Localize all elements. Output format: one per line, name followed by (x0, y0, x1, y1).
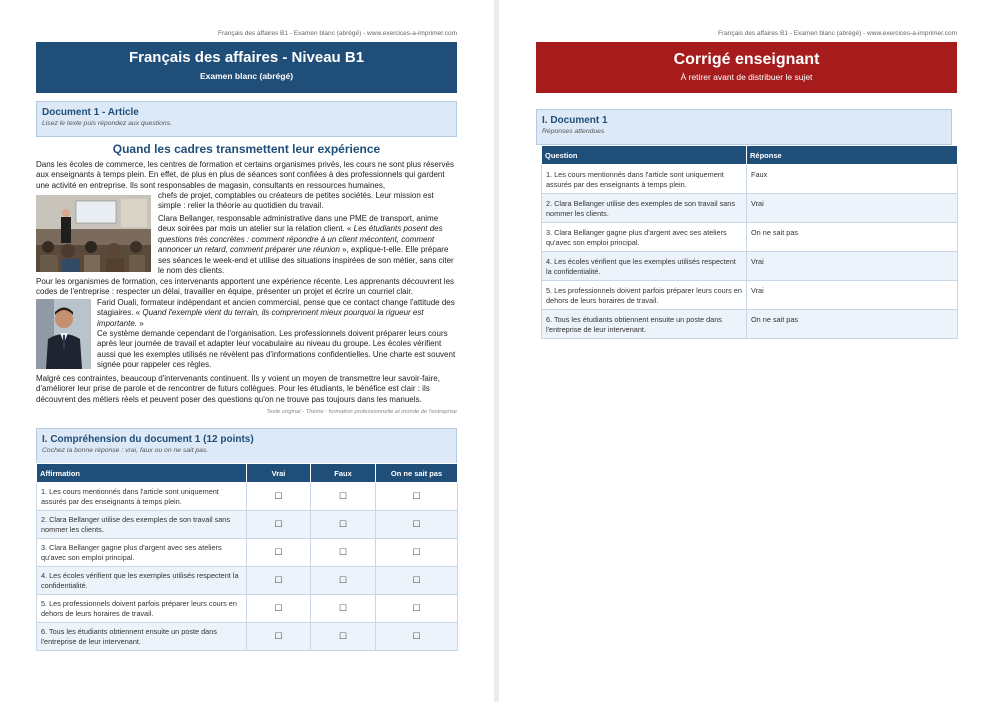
col-header-on-ne-sait-pas: On ne sait pas (376, 464, 458, 483)
table-row (37, 567, 458, 595)
answer-section-heading: I. Document 1 (542, 115, 608, 126)
checkbox-vrai[interactable]: ☐ (247, 483, 311, 511)
article-paragraph-5: Ce système demande cependant de l'organisation. Les professionnels doivent préparer leurs cours après leur journée de travail et adapter leur vocabulaire au niveau du groupe. Les écoles vérifient aussi que les exemples utilisés ne révèlent pas d'informations confidentielles. Une charte est souvent signée pour rappeler ces règles. (97, 329, 456, 370)
question-text: 2. Clara Bellanger utilise des exemples de son travail sans nommer les clients. (542, 194, 747, 223)
question-text: 3. Clara Bellanger gagne plus d'argent avec ses ateliers qu'avec son emploi principal. (542, 223, 747, 252)
affirmation-text: 4. Les écoles vérifient que les exemples utilisés respectent la confidentialité. (37, 567, 247, 595)
article-paragraph-2 (158, 214, 457, 276)
exam-banner (36, 42, 457, 93)
exam-title: Français des affaires - Niveau B1 (128, 49, 365, 66)
article-paragraph-3: Pour les organismes de formation, ces intervenants apportent une expérience récente. Les apprenants découvrent les codes de l'entreprise : respecter un délai, travailler en équipe, présenter un projet et écrire un courriel clair. (36, 277, 455, 297)
article-paragraph-1: Dans les écoles de commerce, les centres de formation et certains organismes privés, les cours ne sont plus réservés aux enseignants à temps plein. En effet, de plus en plus de séances sont confiées à des professionnels qui gardent une activité en entreprise. Ils sont responsables de magasin, consultants en ressources humaines, (36, 160, 454, 190)
checkbox-on-ne-sait-pas[interactable]: ☐ (376, 623, 458, 651)
checkbox-faux[interactable]: ☐ (311, 623, 376, 651)
answer-key-subtitle: À retirer avant de distribuer le sujet (680, 72, 813, 82)
quiz-instruction: Cochez la bonne réponse : vrai, faux ou on ne sait pas. (42, 447, 209, 454)
clara-quote: Les étudiants posent des questions très concrètes : comment répondre à un client mécontent, comment annoncer un retard, comment préparer une réunion (158, 224, 443, 255)
table-row (37, 483, 458, 511)
farid-quote: Quand l'exemple vient du terrain, ils comprennent mieux pourquoi la rigueur est importante. (97, 308, 424, 328)
answer-text: Faux (747, 165, 958, 194)
table-row (542, 194, 958, 223)
quiz-table-header (37, 464, 458, 483)
teacher-answer-page (499, 0, 1000, 702)
answer-section-header (536, 109, 952, 145)
article-title: Quand les cadres transmettent leur expérience (112, 142, 381, 156)
running-head: Français des affaires B1 - Examen blanc (abrégé) - www.exercices-a-imprimer.com (717, 30, 957, 37)
question-text: 1. Les cours mentionnés dans l'article sont uniquement assurés par des enseignants à temps plein. (542, 165, 747, 194)
affirmation-text: 2. Clara Bellanger utilise des exemples de son travail sans nommer les clients. (37, 511, 247, 539)
farid-intro: Farid Ouali, formateur indépendant et ancien commercial, pense que ce contact change l'attitude des stagiaires. « (97, 298, 455, 318)
table-row (542, 252, 958, 281)
document-section-header (36, 101, 457, 137)
checkbox-on-ne-sait-pas[interactable]: ☐ (376, 511, 458, 539)
answer-text: Vrai (747, 194, 958, 223)
answer-table-header (542, 146, 958, 165)
student-page (0, 0, 494, 702)
question-text: 4. Les écoles vérifient que les exemples utilisés respectent la confidentialité. (542, 252, 747, 281)
table-row (542, 281, 958, 310)
checkbox-faux[interactable]: ☐ (311, 483, 376, 511)
document-instruction: Lisez le texte puis répondez aux questions. (42, 120, 172, 127)
answer-section-instruction: Réponses attendues (542, 128, 605, 135)
answer-text: Vrai (747, 252, 958, 281)
checkbox-on-ne-sait-pas[interactable]: ☐ (376, 595, 458, 623)
table-row (542, 223, 958, 252)
article-paragraph-1-wrap: chefs de projet, comptables ou créateurs de petites sociétés. Leur mission est simple : relier la théorie au quotidien du travail. (158, 191, 434, 211)
answer-key-banner (536, 42, 957, 93)
checkbox-faux[interactable]: ☐ (311, 595, 376, 623)
table-row (542, 165, 958, 194)
exam-subtitle: Examen blanc (abrégé) (199, 71, 294, 81)
table-row (542, 310, 958, 339)
article-paragraph-4 (97, 298, 457, 329)
speaker-photo (36, 299, 91, 369)
clara-outro: », explique-t-elle. Elle prépare ses séances le week-end et utilise des situations inspirées de son métier, sans citer le nom des clients. (158, 245, 454, 276)
quiz-heading: I. Compréhension du document 1 (12 points) (42, 434, 254, 445)
table-row (37, 623, 458, 651)
farid-outro: » (137, 318, 144, 328)
col-header-affirmation: Affirmation (37, 464, 247, 483)
table-row (37, 595, 458, 623)
checkbox-vrai[interactable]: ☐ (247, 567, 311, 595)
answer-text: Vrai (747, 281, 958, 310)
answer-text: On ne sait pas (747, 310, 958, 339)
table-row (37, 539, 458, 567)
checkbox-vrai[interactable]: ☐ (247, 511, 311, 539)
affirmation-text: 6. Tous les étudiants obtiennent ensuite un poste dans l'entreprise de leur intervenant. (37, 623, 247, 651)
checkbox-on-ne-sait-pas[interactable]: ☐ (376, 483, 458, 511)
clara-intro: Clara Bellanger, responsable administrative dans une PME de transport, anime deux soirées par mois un atelier sur la relation client. « (158, 214, 439, 234)
document-heading: Document 1 - Article (42, 107, 139, 118)
affirmation-text: 1. Les cours mentionnés dans l'article sont uniquement assurés par des enseignants à temps plein. (37, 483, 247, 511)
affirmation-text: 3. Clara Bellanger gagne plus d'argent avec ses ateliers qu'avec son emploi principal. (37, 539, 247, 567)
col-header-faux: Faux (311, 464, 376, 483)
quiz-table (36, 463, 458, 651)
table-row (37, 511, 458, 539)
checkbox-vrai[interactable]: ☐ (247, 595, 311, 623)
col-header-reponse: Réponse (747, 146, 958, 165)
answer-key-title: Corrigé enseignant (673, 51, 820, 68)
checkbox-vrai[interactable]: ☐ (247, 623, 311, 651)
checkbox-faux[interactable]: ☐ (311, 567, 376, 595)
checkbox-vrai[interactable]: ☐ (247, 539, 311, 567)
question-text: 5. Les professionnels doivent parfois préparer leurs cours en dehors de leurs horaires de travail. (542, 281, 747, 310)
answer-table (541, 145, 958, 339)
checkbox-on-ne-sait-pas[interactable]: ☐ (376, 567, 458, 595)
col-header-vrai: Vrai (247, 464, 311, 483)
question-text: 6. Tous les étudiants obtiennent ensuite un poste dans l'entreprise de leur intervenant. (542, 310, 747, 339)
article-paragraph-6: Malgré ces contraintes, beaucoup d'intervenants continuent. Ils y voient un moyen de transmettre leur savoir-faire, d'améliorer leur prise de parole et de rencontrer de futurs collègues. Pour les étudiants, le bénéfice est clair : ils découvrent des métiers réels et peuvent poser des questions qu'on ne trouve pas toujours dans les manuels. (36, 374, 440, 404)
checkbox-faux[interactable]: ☐ (311, 539, 376, 567)
classroom-photo (36, 195, 151, 272)
quiz-section-header (36, 428, 457, 464)
running-head: Français des affaires B1 - Examen blanc (abrégé) - www.exercices-a-imprimer.com (217, 30, 457, 37)
article-source: Texte original - Thème : formation professionnelle et monde de l'entreprise (266, 409, 457, 415)
checkbox-on-ne-sait-pas[interactable]: ☐ (376, 539, 458, 567)
affirmation-text: 5. Les professionnels doivent parfois préparer leurs cours en dehors de leurs horaires de travail. (37, 595, 247, 623)
answer-text: On ne sait pas (747, 223, 958, 252)
checkbox-faux[interactable]: ☐ (311, 511, 376, 539)
col-header-question: Question (542, 146, 747, 165)
